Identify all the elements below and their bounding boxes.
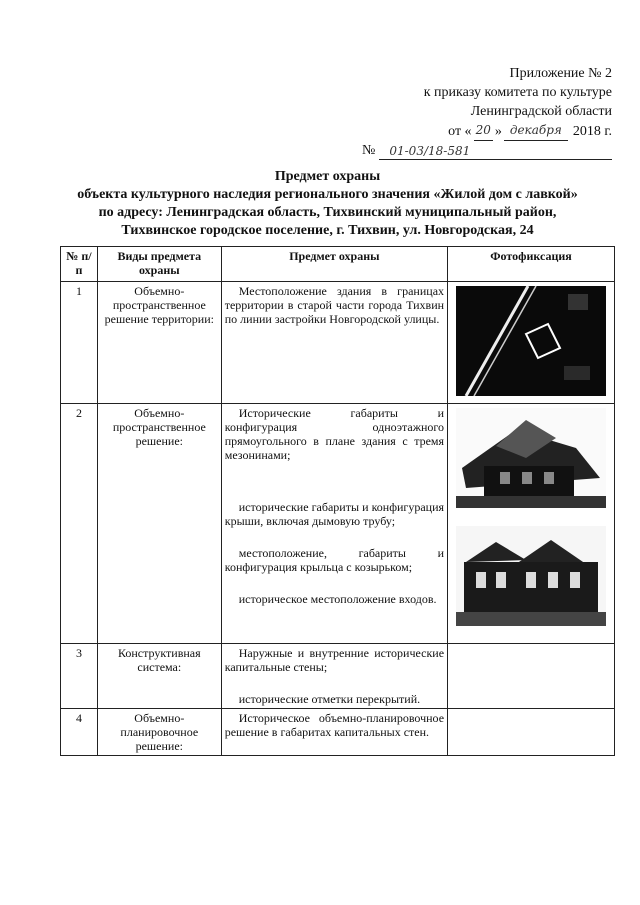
order-date-line: [362, 121, 612, 141]
subject-item: местоположение, габариты и конфигурация крыльца с козырьком;: [224, 546, 445, 574]
subject-item: Местоположение здания в границах территории в старой части города Тихвин по линии застройки Новгородской улицы.: [224, 284, 445, 326]
date-day: 20: [474, 121, 493, 141]
table-row: [61, 644, 615, 709]
building-photo-roof: [456, 408, 606, 508]
table-row: [61, 282, 615, 404]
title-line-4: Тихвинское городское поселение, г. Тихвин, ул. Новгородская, 24: [121, 223, 534, 238]
row-num: 4: [61, 709, 98, 756]
subject-item: исторические отметки перекрытий.: [238, 692, 421, 706]
subject-item: Исторические габариты и конфигурация одноэтажного прямоугольного в плане здания с тремя мезонинами;: [224, 406, 445, 462]
row-photo: [448, 282, 615, 404]
title-line-3: по адресу: Ленинградская область, Тихвинский муниципальный район,: [98, 205, 557, 220]
document-title: [55, 168, 600, 240]
header-photo: Фотофиксация: [448, 247, 615, 282]
title-line-1: Предмет охраны: [274, 169, 381, 184]
title-line-2: объекта культурного наследия регионального значения «Жилой дом с лавкой»: [77, 187, 578, 202]
date-prefix: от «: [448, 124, 472, 139]
row-num: 3: [61, 644, 98, 709]
row-photo: [448, 404, 615, 644]
row-photo: [448, 709, 615, 756]
row-photo: [448, 644, 615, 709]
appendix-header: [362, 64, 612, 160]
row-subject: [221, 709, 447, 756]
appendix-committee: Ленинградской области: [470, 104, 612, 119]
date-month: декабря: [504, 121, 568, 141]
site-plan-photo: [456, 286, 606, 396]
header-subject: Предмет охраны: [221, 247, 447, 282]
row-subject: [221, 282, 447, 404]
subject-item: Историческое объемно-планировочное решение в габаритах капитальных стен.: [224, 711, 445, 739]
subject-item: историческое местоположение входов.: [238, 592, 437, 606]
row-type: Объемно-пространственное решение территории:: [97, 282, 221, 404]
subject-item: Наружные и внутренние исторические капитальные стены;: [224, 646, 445, 674]
order-number: 01-03/18-581: [379, 142, 612, 160]
table-header-row: [61, 247, 615, 282]
number-prefix: №: [362, 143, 376, 158]
date-close: »: [494, 124, 502, 139]
row-subject: [221, 644, 447, 709]
table-row: [61, 709, 615, 756]
protection-subject-table: [60, 246, 615, 756]
row-subject: [221, 404, 447, 644]
header-num: № п/п: [61, 247, 98, 282]
building-photo-facade: [456, 526, 606, 626]
table-row: [61, 404, 615, 644]
appendix-number: Приложение № 2: [509, 66, 612, 81]
appendix-order-ref: к приказу комитета по культуре: [423, 85, 612, 100]
header-type: Виды предмета охраны: [97, 247, 221, 282]
date-year: 2018 г.: [572, 124, 612, 139]
row-type: Объемно-планировочное решение:: [97, 709, 221, 756]
row-type: Объемно-пространственное решение:: [97, 404, 221, 644]
row-type: Конструктивная система:: [97, 644, 221, 709]
row-num: 2: [61, 404, 98, 644]
row-num: 1: [61, 282, 98, 404]
order-number-line: [362, 141, 612, 160]
subject-item: исторические габариты и конфигурация крыши, включая дымовую трубу;: [224, 500, 445, 528]
